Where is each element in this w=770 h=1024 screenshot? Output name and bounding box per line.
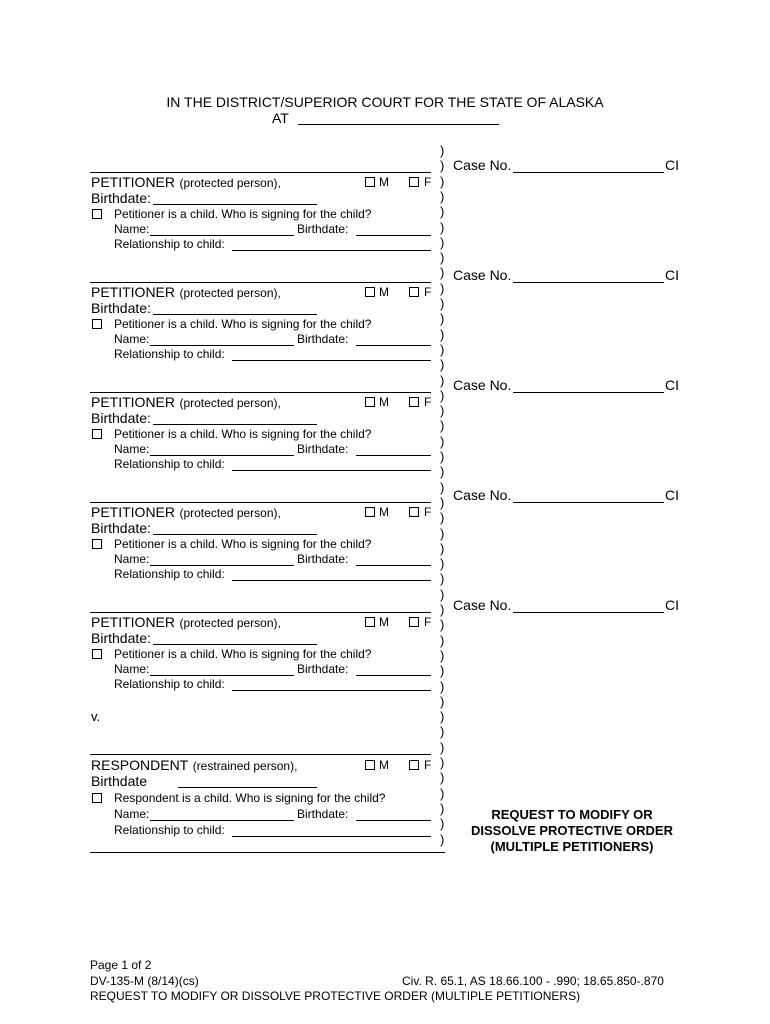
caption-paren: ): [440, 326, 445, 342]
petitioner-male-label: M: [379, 615, 389, 629]
petitioner-female-checkbox[interactable]: [409, 617, 419, 627]
caption-paren: ): [440, 433, 445, 449]
petitioner-female-label: F: [424, 395, 432, 409]
petitioner-label-sub: (protected person),: [179, 286, 281, 300]
petitioner-child-checkbox[interactable]: [92, 319, 102, 329]
court-heading: IN THE DISTRICT/SUPERIOR COURT FOR THE STATE OF ALASKA: [166, 94, 604, 110]
petitioner-name-field[interactable]: [90, 172, 431, 173]
petitioner-child-question: Petitioner is a child. Who is signing for the child?: [114, 647, 372, 661]
signer-name-field[interactable]: [150, 565, 294, 566]
petitioner-label-sub: (protected person),: [179, 176, 281, 190]
relationship-field[interactable]: [232, 470, 431, 471]
petitioner-birthdate-label: Birthdate:: [91, 630, 151, 646]
petitioner-birthdate-label: Birthdate:: [91, 410, 151, 426]
petitioner-child-checkbox[interactable]: [92, 539, 102, 549]
caption-paren: ): [440, 234, 445, 250]
case-no-label: Case No.: [453, 487, 512, 503]
case-ci-suffix: CI: [665, 377, 679, 393]
caption-paren: ): [440, 188, 445, 204]
petitioner-name-field[interactable]: [90, 612, 431, 613]
petitioner-child-checkbox[interactable]: [92, 429, 102, 439]
relationship-field[interactable]: [232, 580, 431, 581]
caption-bottom-rule: [90, 852, 445, 853]
respondent-child-checkbox[interactable]: [92, 793, 102, 803]
at-label: AT: [272, 110, 289, 126]
respondent-signer-name-label: Name:: [114, 807, 150, 821]
case-no-field[interactable]: [513, 282, 664, 283]
relationship-label: Relationship to child:: [114, 237, 225, 251]
petitioner-birthdate-field[interactable]: [153, 204, 317, 205]
caption-paren: ): [440, 540, 445, 556]
petitioner-label-text: PETITIONER: [91, 614, 176, 630]
caption-paren: ): [440, 280, 445, 296]
signer-birthdate-label: Birthdate:: [297, 222, 349, 236]
caption-paren: ): [440, 296, 445, 311]
petitioner-male-label: M: [379, 285, 389, 299]
relationship-field[interactable]: [232, 250, 431, 251]
signer-name-label: Name:: [114, 222, 150, 236]
caption-paren: ): [440, 403, 445, 419]
case-no-label: Case No.: [453, 267, 512, 283]
caption-paren: ): [440, 586, 445, 602]
caption-paren: ): [440, 602, 445, 617]
relationship-label: Relationship to child:: [114, 457, 225, 471]
petitioner-label-text: PETITIONER: [91, 504, 176, 520]
respondent-label-text: RESPONDENT: [91, 757, 189, 773]
signer-birthdate-field[interactable]: [356, 235, 431, 236]
case-ci-suffix: CI: [665, 157, 679, 173]
caption-paren: ): [440, 755, 445, 770]
signer-name-label: Name:: [114, 552, 150, 566]
respondent-name-field[interactable]: [90, 754, 431, 755]
petitioner-name-field[interactable]: [90, 282, 431, 283]
caption-paren: ): [440, 724, 445, 740]
caption-paren: ): [440, 678, 445, 694]
caption-paren: ): [440, 219, 445, 235]
caption-paren: ): [440, 311, 445, 327]
case-ci-suffix: CI: [665, 597, 679, 613]
caption-paren: ): [440, 464, 445, 480]
petitioner-label-sub: (protected person),: [179, 616, 281, 630]
caption-paren: ): [440, 479, 445, 495]
petitioner-label-text: PETITIONER: [91, 394, 176, 410]
case-no-field[interactable]: [513, 172, 664, 173]
respondent-female-checkbox[interactable]: [409, 760, 419, 770]
doc-title-line3: (MULTIPLE PETITIONERS): [490, 839, 654, 854]
petitioner-female-label: F: [424, 285, 432, 299]
respondent-child-question: Respondent is a child. Who is signing for the child?: [114, 791, 386, 805]
caption-paren: ): [440, 250, 445, 266]
petitioner-birthdate-field[interactable]: [153, 424, 317, 425]
rule-citations: Civ. R. 65.1, AS 18.66.100 - .990; 18.65.850-.870: [402, 974, 664, 988]
petitioner-female-checkbox[interactable]: [409, 397, 419, 407]
caption-paren: ): [440, 785, 445, 801]
petitioner-male-label: M: [379, 395, 389, 409]
doc-title-line2: DISSOLVE PROTECTIVE ORDER: [470, 823, 673, 838]
petitioner-label-sub: (protected person),: [179, 506, 281, 520]
caption-paren: ): [440, 571, 445, 587]
case-no-field[interactable]: [513, 392, 664, 393]
caption-paren: ): [440, 831, 445, 847]
signer-name-field[interactable]: [150, 345, 294, 346]
petitioner-label-sub: (protected person),: [179, 396, 281, 410]
respondent-female-label: F: [424, 758, 432, 772]
petitioner-name-field[interactable]: [90, 392, 431, 393]
form-id: DV-135-M (8/14)(cs): [90, 974, 199, 988]
signer-birthdate-field[interactable]: [356, 565, 431, 566]
petitioner-child-question: Petitioner is a child. Who is signing for the child?: [114, 427, 372, 441]
signer-name-label: Name:: [114, 442, 150, 456]
relationship-label: Relationship to child:: [114, 567, 225, 581]
respondent-birthdate-field[interactable]: [178, 787, 317, 788]
case-no-label: Case No.: [453, 157, 512, 173]
caption-paren: ): [440, 556, 445, 572]
petitioner-birthdate-field[interactable]: [153, 534, 317, 535]
signer-birthdate-label: Birthdate:: [297, 662, 349, 676]
caption-paren: ): [440, 770, 445, 786]
caption-paren: ): [440, 418, 445, 434]
petitioner-female-label: F: [424, 505, 432, 519]
caption-paren: ): [440, 387, 445, 403]
case-no-label: Case No.: [453, 597, 512, 613]
caption-paren: ): [440, 709, 445, 725]
relationship-field[interactable]: [232, 360, 431, 361]
petitioner-label-text: PETITIONER: [91, 284, 176, 300]
signer-birthdate-label: Birthdate:: [297, 442, 349, 456]
signer-birthdate-field[interactable]: [356, 345, 431, 346]
petitioner-birthdate-field[interactable]: [153, 644, 317, 645]
page-number: Page 1 of 2: [90, 958, 152, 972]
respondent-signer-birthdate-field[interactable]: [356, 820, 431, 821]
petitioner-male-label: M: [379, 175, 389, 189]
caption-paren: ): [440, 204, 445, 220]
petitioner-birthdate-label: Birthdate:: [91, 190, 151, 206]
petitioner-child-checkbox[interactable]: [92, 209, 102, 219]
caption-paren: ): [440, 494, 445, 510]
caption-paren: ): [440, 510, 445, 526]
footer-form-title: REQUEST TO MODIFY OR DISSOLVE PROTECTIVE ORDER (MULTIPLE PETITIONERS): [90, 989, 581, 1003]
petitioner-birthdate-label: Birthdate:: [91, 520, 151, 536]
petitioner-child-question: Petitioner is a child. Who is signing for the child?: [114, 317, 372, 331]
petitioner-male-checkbox[interactable]: [365, 617, 375, 627]
petitioner-female-label: F: [424, 615, 432, 629]
caption-paren: ): [440, 693, 445, 709]
caption-paren: ): [440, 525, 445, 541]
respondent-male-checkbox[interactable]: [365, 760, 375, 770]
case-no-field[interactable]: [513, 612, 664, 613]
petitioner-birthdate-field[interactable]: [153, 314, 317, 315]
caption-paren: ): [440, 647, 445, 663]
signer-name-label: Name:: [114, 662, 150, 676]
caption-paren: ): [440, 739, 445, 755]
signer-name-field[interactable]: [150, 455, 294, 456]
signer-birthdate-field[interactable]: [356, 455, 431, 456]
caption-paren: ): [440, 632, 445, 648]
case-no-field[interactable]: [513, 502, 664, 503]
petitioner-female-label: F: [424, 175, 432, 189]
doc-title-line1: REQUEST TO MODIFY OR: [491, 807, 653, 822]
caption-paren: ): [440, 372, 445, 388]
case-ci-suffix: CI: [665, 267, 679, 283]
caption-paren: ): [440, 341, 445, 357]
petitioner-male-checkbox[interactable]: [365, 507, 375, 517]
petitioner-male-checkbox[interactable]: [365, 287, 375, 297]
relationship-label: Relationship to child:: [114, 347, 225, 361]
petitioner-female-checkbox[interactable]: [409, 507, 419, 517]
relationship-label: Relationship to child:: [114, 677, 225, 691]
caption-paren: ): [440, 449, 445, 464]
petitioner-female-checkbox[interactable]: [409, 177, 419, 187]
case-no-label: Case No.: [453, 377, 512, 393]
caption-paren: ): [440, 800, 445, 816]
caption-paren: ): [440, 617, 445, 633]
petitioner-male-checkbox[interactable]: [365, 397, 375, 407]
petitioner-male-checkbox[interactable]: [365, 177, 375, 187]
respondent-signer-name-field[interactable]: [150, 820, 294, 821]
caption-paren: ): [440, 173, 445, 189]
petitioner-name-field[interactable]: [90, 502, 431, 503]
respondent-signer-birthdate-label: Birthdate:: [297, 807, 349, 821]
caption-paren: ): [440, 816, 445, 832]
caption-paren: ): [440, 663, 445, 679]
at-location-field[interactable]: [298, 124, 499, 125]
signer-birthdate-field[interactable]: [356, 675, 431, 676]
signer-name-field[interactable]: [150, 235, 294, 236]
signer-birthdate-label: Birthdate:: [297, 332, 349, 346]
relationship-field[interactable]: [232, 690, 431, 691]
versus-label: v.: [91, 709, 101, 724]
petitioner-female-checkbox[interactable]: [409, 287, 419, 297]
respondent-relationship-label: Relationship to child:: [114, 823, 225, 837]
caption-paren: ): [440, 143, 445, 158]
respondent-birthdate-label: Birthdate: [91, 773, 148, 789]
respondent-relationship-field[interactable]: [232, 836, 431, 837]
petitioner-label-text: PETITIONER: [91, 174, 176, 190]
petitioner-child-checkbox[interactable]: [92, 649, 102, 659]
signer-name-label: Name:: [114, 332, 150, 346]
signer-name-field[interactable]: [150, 675, 294, 676]
petitioner-child-question: Petitioner is a child. Who is signing for the child?: [114, 537, 372, 551]
respondent-label-sub: (restrained person),: [192, 759, 298, 773]
caption-paren: ): [440, 357, 445, 373]
respondent-male-label: M: [379, 758, 389, 772]
petitioner-child-question: Petitioner is a child. Who is signing for the child?: [114, 207, 372, 221]
petitioner-birthdate-label: Birthdate:: [91, 300, 151, 316]
petitioner-male-label: M: [379, 505, 389, 519]
caption-paren: ): [440, 265, 445, 281]
case-ci-suffix: CI: [665, 487, 679, 503]
signer-birthdate-label: Birthdate:: [297, 552, 349, 566]
caption-paren: ): [440, 158, 445, 174]
